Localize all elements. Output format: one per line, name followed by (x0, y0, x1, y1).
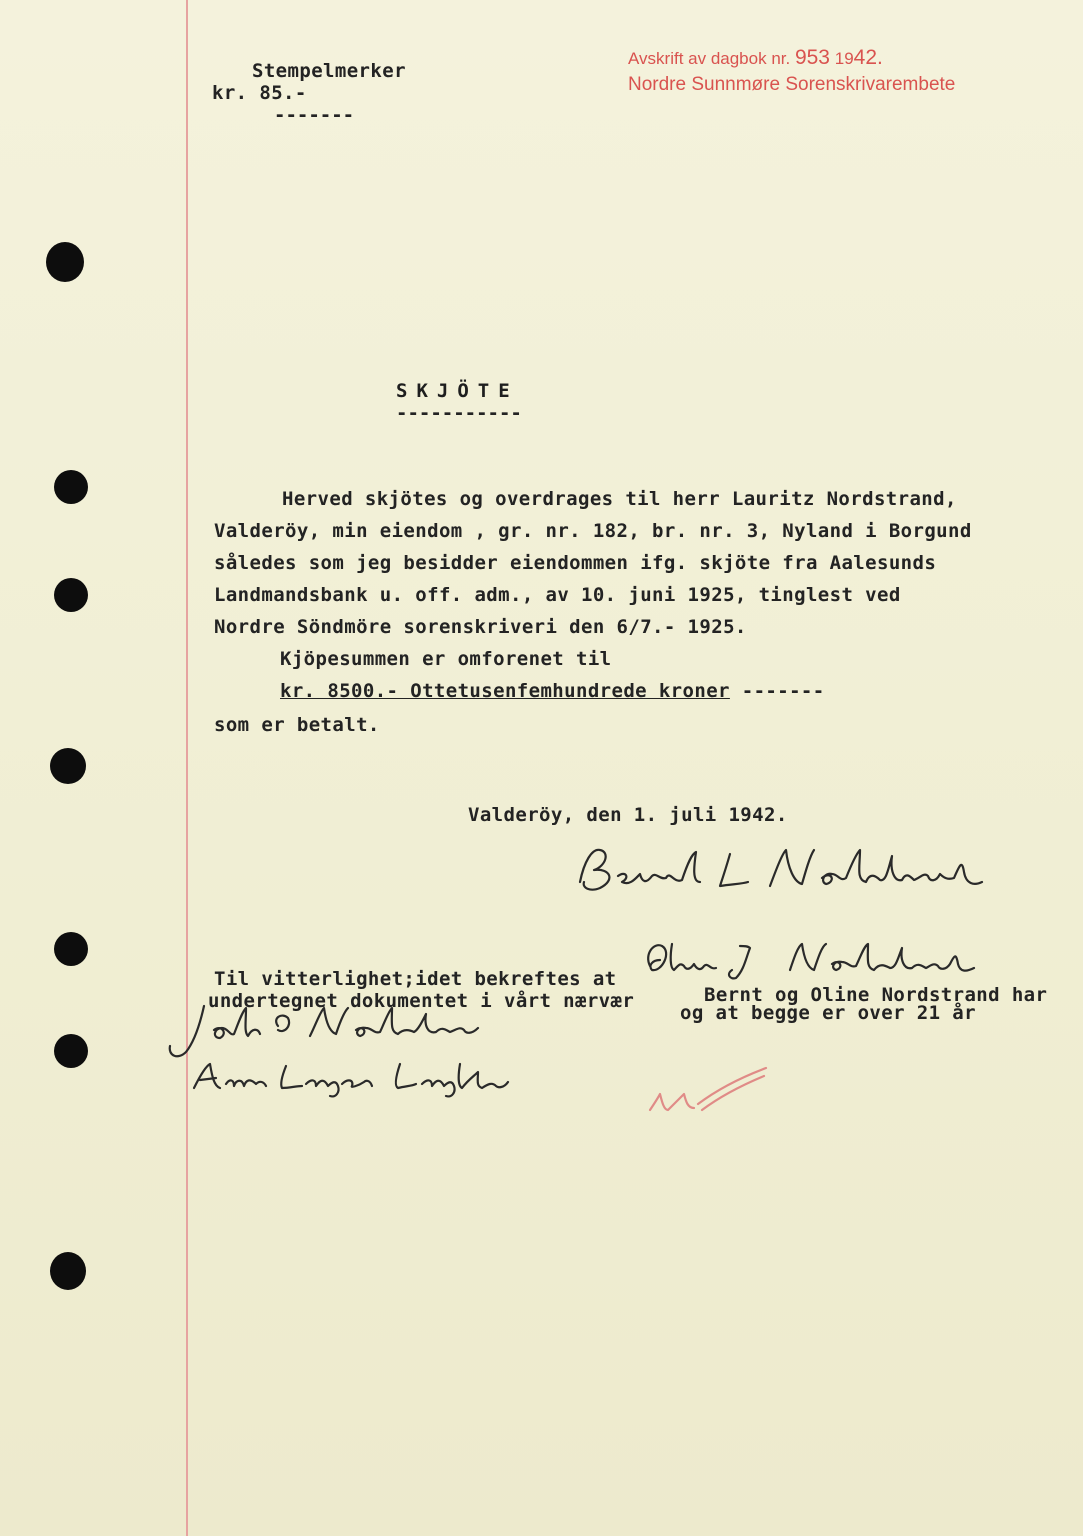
body-line-1: Herved skjötes og overdrages til herr Lauritz Nordstrand, (282, 488, 957, 510)
stamp-marks-dashes: ------- (274, 104, 355, 126)
stamp-marks-label: Stempelmerker (252, 60, 406, 82)
registry-year-suffix: 42. (853, 46, 883, 69)
body-line-4: Landmandsbank u. off. adm., av 10. juni 1925, tinglest ved (214, 584, 901, 606)
red-pencil-mark (644, 1064, 774, 1120)
punch-hole (46, 242, 84, 282)
registry-number: 953 (794, 46, 830, 69)
signature-witness-2 (186, 1058, 536, 1098)
signature-oline-nordstrand (640, 936, 980, 986)
registry-prefix: Avskrift av dagbok nr. (628, 49, 791, 68)
purchase-paid: som er betalt. (214, 714, 380, 736)
signature-bernt-nordstrand (570, 842, 990, 902)
body-line-2: Valderöy, min eiendom , gr. nr. 182, br. nr. 3, Nyland i Borgund (214, 520, 972, 542)
purchase-amount-dashes: ------- (729, 680, 825, 702)
stamp-marks-amount: kr. 85.- (212, 82, 307, 104)
registry-office: Nordre Sunnmøre Sorenskrivarembete (628, 74, 956, 95)
signature-witness-1 (160, 1000, 490, 1064)
margin-rule (186, 0, 188, 1536)
witness-line-1: Til vitterlighet;idet bekreftes at (214, 968, 617, 990)
body-line-3: således som jeg besidder eiendommen ifg. skjöte fra Aalesunds (214, 552, 937, 574)
punch-hole (50, 1252, 86, 1290)
registry-stamp (628, 46, 955, 96)
punch-hole (54, 1034, 88, 1068)
witness-line-2a: undertegnet dokumentet i vårt nærvær (208, 990, 635, 1012)
punch-hole (54, 932, 88, 966)
body-line-5: Nordre Söndmöre sorenskriveri den 6/7.- 1925. (214, 616, 747, 638)
title-underline: ----------- (396, 402, 522, 424)
punch-hole (54, 470, 88, 504)
purchase-amount-row (280, 680, 825, 702)
punch-hole (50, 748, 86, 784)
purchase-amount: kr. 8500.- Ottetusenfemhundrede kroner (280, 680, 730, 702)
witness-line-2b: Bernt og Oline Nordstrand har (704, 984, 1048, 1006)
purchase-intro: Kjöpesummen er omforenet til (280, 648, 612, 670)
witness-line-3: og at begge er over 21 år (680, 1002, 976, 1024)
place-date: Valderöy, den 1. juli 1942. (468, 804, 788, 826)
document-title: SKJÖTE (396, 380, 519, 402)
registry-year-prefix: 19 (834, 49, 854, 68)
punch-hole (54, 578, 88, 612)
